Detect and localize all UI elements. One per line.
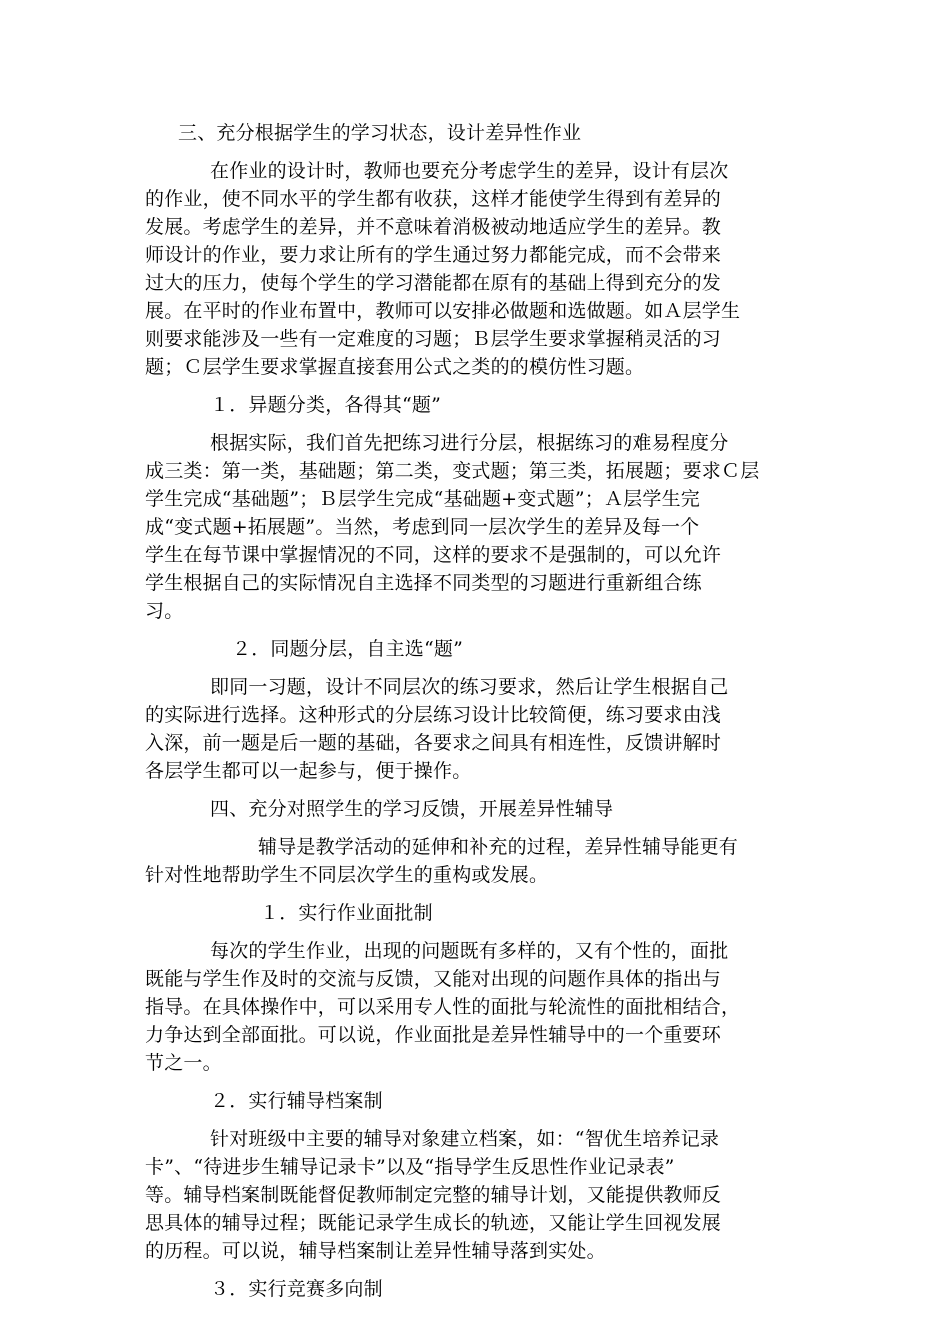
paragraph-line: 发展。考虑学生的差异，并不意味着消极被动地适应学生的差异。教: [145, 216, 722, 238]
subheading-3: ３．实行竞赛多向制: [210, 1278, 383, 1300]
paragraph-line: 卡”、“待进步生辅导记录卡”以及“指导学生反思性作业记录表”: [145, 1156, 675, 1178]
paragraph-line: 辅导是教学活动的延伸和补充的过程，差异性辅导能更有: [258, 836, 739, 858]
section-heading-3: 三、充分根据学生的学习状态，设计差异性作业: [178, 122, 582, 144]
paragraph-line: 的实际进行选择。这种形式的分层练习设计比较简便，练习要求由浅: [145, 704, 722, 726]
paragraph-line: 师设计的作业，要力求让所有的学生通过努力都能完成，而不会带来: [145, 244, 722, 266]
paragraph-line: 过大的压力，使每个学生的学习潜能都在原有的基础上得到充分的发: [145, 272, 722, 294]
paragraph-line: 节之一。: [145, 1052, 222, 1074]
subheading-1: １．异题分类，各得其“题”: [210, 394, 442, 416]
paragraph-line: 针对班级中主要的辅导对象建立档案，如：“智优生培养记录: [210, 1128, 720, 1150]
paragraph-line: 学生完成“基础题”；Ｂ层学生完成“基础题+变式题”；Ａ层学生完: [145, 488, 700, 510]
paragraph-line: 每次的学生作业，出现的问题既有多样的，又有个性的，面批: [210, 940, 729, 962]
paragraph-line: 学生在每节课中掌握情况的不同，这样的要求不是强制的，可以允许: [145, 544, 722, 566]
paragraph-line: 力争达到全部面批。可以说，作业面批是差异性辅导中的一个重要环: [145, 1024, 722, 1046]
paragraph-line: 成“变式题+拓展题”。当然，考虑到同一层次学生的差异及每一个: [145, 516, 700, 538]
paragraph-line: 的历程。可以说，辅导档案制让差异性辅导落到实处。: [145, 1240, 606, 1262]
paragraph-line: 根据实际，我们首先把练习进行分层，根据练习的难易程度分: [210, 432, 729, 454]
paragraph-line: 等。辅导档案制既能督促教师制定完整的辅导计划，又能提供教师反: [145, 1184, 722, 1206]
paragraph-line: 即同一习题，设计不同层次的练习要求，然后让学生根据自己: [210, 676, 729, 698]
paragraph-line: 在作业的设计时，教师也要充分考虑学生的差异，设计有层次: [210, 160, 729, 182]
section-heading-4: 四、充分对照学生的学习反馈，开展差异性辅导: [210, 798, 614, 820]
paragraph-line: 既能与学生作及时的交流与反馈，又能对出现的问题作具体的指出与: [145, 968, 722, 990]
paragraph-line: 思具体的辅导过程；既能记录学生成长的轨迹，又能让学生回视发展: [145, 1212, 722, 1234]
paragraph-line: 展。在平时的作业布置中，教师可以安排必做题和选做题。如Ａ层学生: [145, 300, 741, 322]
paragraph-line: 则要求能涉及一些有一定难度的习题；Ｂ层学生要求掌握稍灵活的习: [145, 328, 722, 350]
paragraph-line: 习。: [145, 600, 184, 622]
paragraph-line: 题；Ｃ层学生要求掌握直接套用公式之类的的模仿性习题。: [145, 356, 645, 378]
subheading-2: ２．实行辅导档案制: [210, 1090, 383, 1112]
paragraph-line: 学生根据自己的实际情况自主选择不同类型的习题进行重新组合练: [145, 572, 702, 594]
subheading-1: １．实行作业面批制: [260, 902, 433, 924]
subheading-2: ２．同题分层，自主选“题”: [232, 638, 464, 660]
paragraph-line: 指导。在具体操作中，可以采用专人性的面批与轮流性的面批相结合，: [145, 996, 741, 1018]
paragraph-line: 各层学生都可以一起参与，便于操作。: [145, 760, 472, 782]
paragraph-line: 成三类：第一类，基础题；第二类，变式题；第三类，拓展题；要求Ｃ层: [145, 460, 760, 482]
paragraph-line: 入深，前一题是后一题的基础，各要求之间具有相连性，反馈讲解时: [145, 732, 722, 754]
paragraph-line: 的作业，使不同水平的学生都有收获，这样才能使学生得到有差异的: [145, 188, 722, 210]
paragraph-line: 针对性地帮助学生不同层次学生的重构或发展。: [145, 864, 549, 886]
